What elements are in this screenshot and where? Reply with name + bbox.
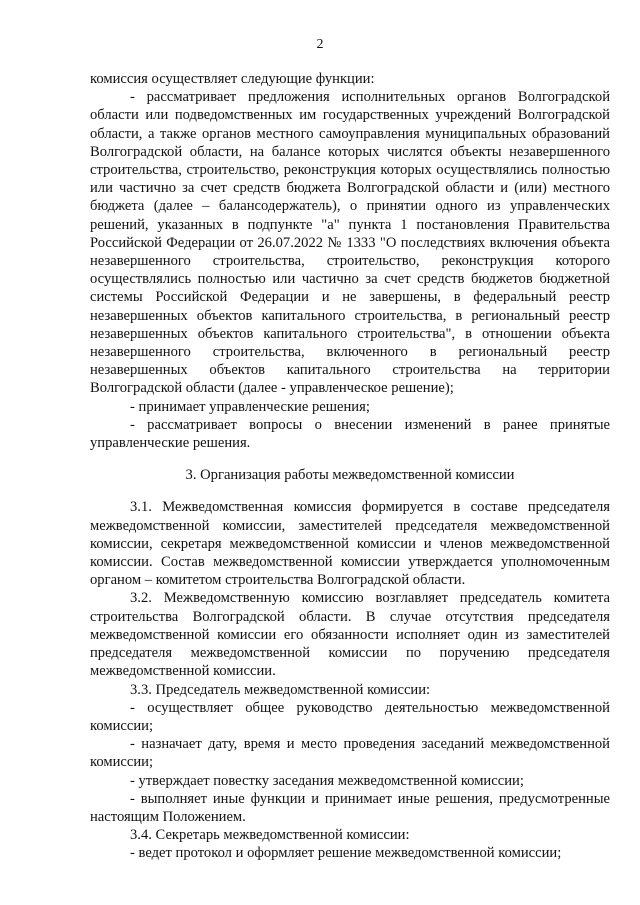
paragraph-function-review-changes: - рассматривает вопросы о внесении изменений в ранее принятые управленческие решения.	[90, 416, 610, 452]
paragraph-3-4: 3.4. Секретарь межведомственной комиссии:	[130, 827, 410, 844]
paragraph-3-3: 3.3. Председатель межведомственной комиссии:	[130, 681, 431, 698]
page-number: 2	[316, 37, 324, 52]
paragraph-3-2: 3.2. Межведомственную комиссию возглавляет председатель комитета строительства Волгоградской области. В случае отсутствия председателя межведомственной комиссии его обязанности исполняет один из заместителей председателя межведомственной комиссии по поручению председателя межведомственной комиссии.	[90, 590, 610, 680]
list-item-general-management: - осуществляет общее руководство деятельностью межведомственной комиссии;	[90, 699, 610, 734]
paragraph-function-review-proposals: - рассматривает предложения исполнительных органов Волгоградской области или подведомственных им государственных учреждений Волгоградской области, а также органов местного самоуправления муниципальных образований Волгоградской области, на балансе которых числятся объекты незавершенного строительства, строительство, реконструкция которых осуществлялись полностью или частично за счет средств бюджета Волгоградской области и (или) местного бюджета (далее – балансодержатель), о принятии одного из управленческих решений, указанных в подпункте "а" пункта 1 постановления Правительства Российской Федерации от 26.07.2022 № 1333 "О последствиях включения объекта незавершенного строительства, строительство, реконструкция которого осуществлялись полностью или частично за счет средств бюджетов бюджетной системы Российской Федерации и не завершены, в федеральный реестр незавершенных объектов капитального строительства, в региональный реестр незавершенных объектов капитального строительства", в отношении объекта незавершенного строительства, включенного в региональный реестр незавершенных объектов капитального строительства на территории Волгоградской области (далее - управленческое решение);	[90, 89, 610, 397]
paragraph-intro: комиссия осуществляет следующие функции:	[90, 71, 375, 87]
section-heading: 3. Организация работы межведомственной комиссии	[185, 467, 515, 484]
list-item-approve-agenda: - утверждает повестку заседания межведомственной комиссии;	[130, 772, 524, 789]
paragraph-3-1: 3.1. Межведомственная комиссия формируется в составе председателя межведомственной комиссии, заместителей председателя межведомственной комиссии, секретаря межведомственной комиссии и членов межведомственной комиссии. Состав межведомственной комиссии утверждается уполномоченным органом – комитетом строительства Волгоградской области.	[90, 499, 610, 589]
paragraph-function-make-decisions: - принимает управленческие решения;	[130, 398, 370, 415]
list-item-keep-minutes: - ведет протокол и оформляет решение межведомственной комиссии;	[130, 845, 562, 862]
list-item-other-functions: - выполняет иные функции и принимает иные решения, предусмотренные настоящим Положением.	[90, 790, 610, 825]
document-body	[90, 70, 610, 863]
list-item-schedule-meetings: - назначает дату, время и место проведения заседаний межведомственной комиссии;	[90, 736, 610, 771]
